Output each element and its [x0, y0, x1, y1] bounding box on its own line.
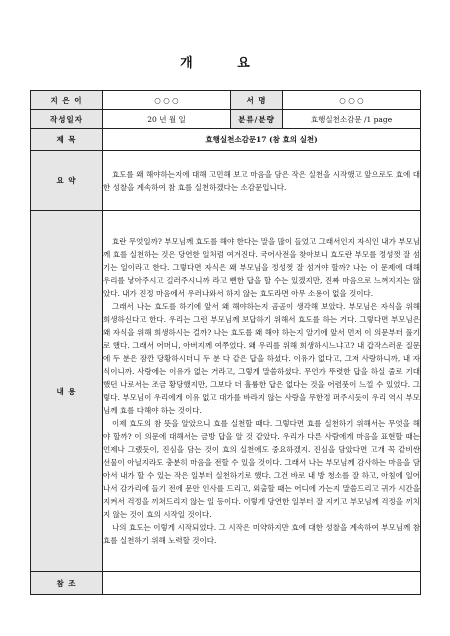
- subject-value: 효행실천소감문17 (참 효의 실천): [103, 129, 421, 151]
- content-paragraph: 나의 효도는 이렇게 시작되었다. 그 시작은 미약하지만 효에 대한 성찰을 계속하여 부모님께 참 효를 실천하기 위해 노력할 것이다.: [103, 523, 420, 545]
- subject-label: 제 목: [31, 129, 103, 151]
- signature-label: 서 명: [231, 91, 283, 110]
- content-cell: [103, 211, 421, 572]
- date-value: 20 년 월 일: [103, 110, 231, 129]
- content-label: 내 용: [31, 211, 103, 572]
- category-label: 분류/분량: [231, 110, 283, 129]
- summary-label: 요 약: [31, 151, 103, 211]
- reference-value: [103, 572, 421, 595]
- author-row: [31, 91, 421, 110]
- category-value: 효행실천소감문 /1 page: [283, 110, 421, 129]
- reference-row: [31, 572, 421, 595]
- author-value: ○ ○ ○: [103, 91, 231, 110]
- overview-form: [30, 90, 421, 595]
- summary-row: [31, 151, 421, 211]
- content-paragraph: 효란 무엇일까? 부모님께 효도를 해야 한다는 말을 많이 들었고 그래서인지 자식인 내가 부모님께 효를 실천하는 것은 당연한 일처럼 여겨진다. 국어사전을 찾아보니 효도란 부모를 정성껏 잘 섬기는 일이라고 한다. 그렇다면 자식은 왜 부모님을 정성껏 잘 섬겨야 할까? 나는 이 문제에 대해 우리를 낳아주시고 길러주시니까 라고 뻔한 답을 할 수는 있겠지만, 진짜 마음으로 느껴지지는 않았다. 내가 진정 마음에서 우러나와서 하지 않는 효도라면 아무 소용이 없을 것이다.: [103, 237, 420, 298]
- author-label: 지 은 이: [31, 91, 103, 110]
- subject-row: [31, 129, 421, 151]
- date-row: [31, 110, 421, 129]
- summary-cell: [103, 151, 421, 211]
- content-row: [31, 211, 421, 572]
- page-title: 개 요: [180, 56, 270, 71]
- date-label: 작성일자: [31, 110, 103, 129]
- signature-value: ○ ○ ○: [283, 91, 421, 110]
- content-paragraph: 그래서 나는 효도를 하기에 앞서 왜 해야하는지 곰곰이 생각해 보았다. 부모님은 자식을 위해 희생하신다고 한다. 우리는 그런 부모님께 보답하기 위해서 효도를 하는 거다. 그렇다면 부모님은 왜 자식을 위해 희생하시는 걸까? 나는 효도를 왜 해야 하는지 알기에 앞서 먼저 이 의문부터 풀기로 했다. 그래서 어머니, 아버지께 여쭈었다. 왜 우리를 위해 희생하시느냐고? 내 갑작스러운 질문에 두 분은 잠깐 당황하시더니 두 분 다 같은 답을 하셨다. 이유가 없다고, 그저 사랑하니까, 내 자식이니까. 사랑에는 이유가 없는 거라고, 그렇게 말씀하셨다. 무언가 뚜렷한 답을 하실 줄로 기대했던 나로서는 조금 황당했지만, 그보다 더 훌륭한 답은 없다는 것을 어렴풋이 느낄 수 있었다. 그렇다. 부모님이 우리에게 이유 없고 대가를 바라지 않는 사랑을 무한정 퍼주시듯이 우리 역시 부모님께 효를 다해야 하는 것이다.: [103, 302, 420, 415]
- summary-text: 효도를 왜 해야하는지에 대해 고민해 보고 마음을 담은 작은 실천을 시작했고 앞으로도 효에 대한 성찰을 계속하여 참 효를 실천하겠다는 소감문입니다.: [103, 169, 420, 192]
- content-paragraph: 이제 효도의 참 뜻을 알았으니 효를 실천할 때다. 그렇다면 효를 실천하기 위해서는 무엇을 해야 할까? 이 의문에 대해서는 금방 답을 알 것 같았다. 우리가 다른 사람에게 마음을 표현할 때는 언제나 그랬듯이, 진심을 담는 것이 효의 실천에도 중요하겠지. 진심을 담았다면 고개 꼭 같비싼 선물이 아닐지라도 충분히 마음을 전할 수 있을 것이다. 그래서 나는 부모님께 감사하는 마음을 담아서 내가 할 수 있는 작은 일부터 실천하기로 했다. 그건 바로 내 방 청소를 잘 하고, 아침에 일어나서 감가리에 들기 전에 문안 인사를 드리고, 외출할 때는 어디에 가는지 말씀드리고 귀가 시간을 지켜서 걱정을 끼쳐드리지 않는 일 등이다. 이렇게 당연한 일부터 잘 지키고 부모님께 걱정을 끼치지 않는 것이 효의 시작일 것이다.: [103, 419, 420, 519]
- reference-label: 참 조: [31, 572, 103, 595]
